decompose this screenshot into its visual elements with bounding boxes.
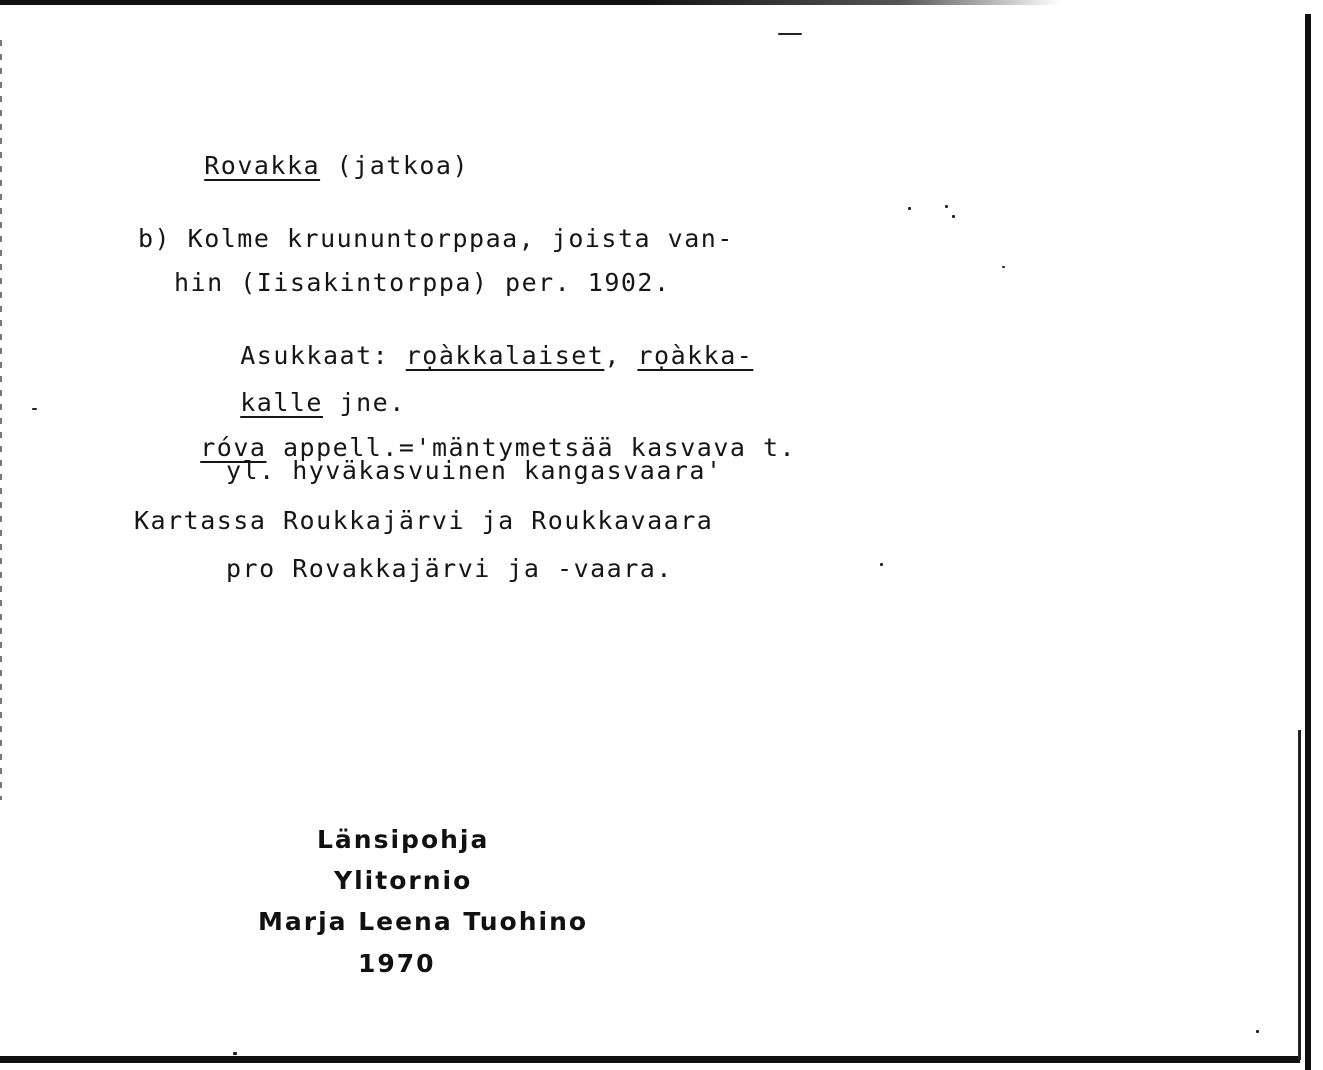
scan-speck — [1002, 266, 1005, 268]
scan-edge-right — [1305, 14, 1311, 1070]
heading-suffix: (jatkoa) — [320, 151, 470, 180]
appell-definition: appell.='mäntymetsää kasvava t. — [266, 433, 797, 462]
stamp-parish: Ylitornio — [334, 866, 473, 895]
entry-b-line-1: b) Kolme kruununtorppaa, joista van- — [138, 224, 734, 253]
scan-speck — [952, 215, 955, 218]
scan-speck — [945, 205, 948, 208]
stamp-region: Länsipohja — [317, 825, 490, 854]
scan-speck — [233, 1052, 237, 1055]
stamp-collector: Marja Leena Tuohino — [258, 907, 589, 936]
scan-speck — [32, 408, 37, 410]
residents-term-2: rọàkka- — [637, 341, 754, 370]
map-note-line-2: pro Rovakkajärvi ja -vaara. — [226, 554, 673, 583]
card-heading — [138, 128, 469, 203]
map-note-line-1: Kartassa Roukkajärvi ja Roukkavaara — [134, 506, 714, 535]
heading-title: Rovakka — [204, 151, 321, 180]
scan-edge-bottom — [0, 1056, 1300, 1063]
scan-edge-top — [0, 0, 1060, 5]
appell-line-2: yl. hyväkasvuinen kangasvaara' — [226, 456, 723, 485]
residents-label: Asukkaat: — [240, 341, 406, 370]
scan-speck — [1256, 1030, 1259, 1033]
entry-b-line-2: hin (Iisakintorppa) per. 1902. — [174, 268, 671, 297]
scan-edge-left — [0, 40, 2, 800]
scan-speck — [880, 563, 883, 566]
scan-speck — [908, 207, 911, 210]
stamp-year: 1970 — [358, 949, 436, 978]
appell-word: róva — [200, 433, 267, 462]
residents-term-1: rọàkkalaiset — [405, 341, 605, 370]
residents-separator: , — [604, 341, 638, 370]
etc-text: jne. — [322, 388, 406, 417]
scan-speck — [778, 33, 802, 35]
scan-edge-right-inner — [1298, 730, 1301, 1060]
residents-term-2-end: kalle — [240, 388, 323, 417]
